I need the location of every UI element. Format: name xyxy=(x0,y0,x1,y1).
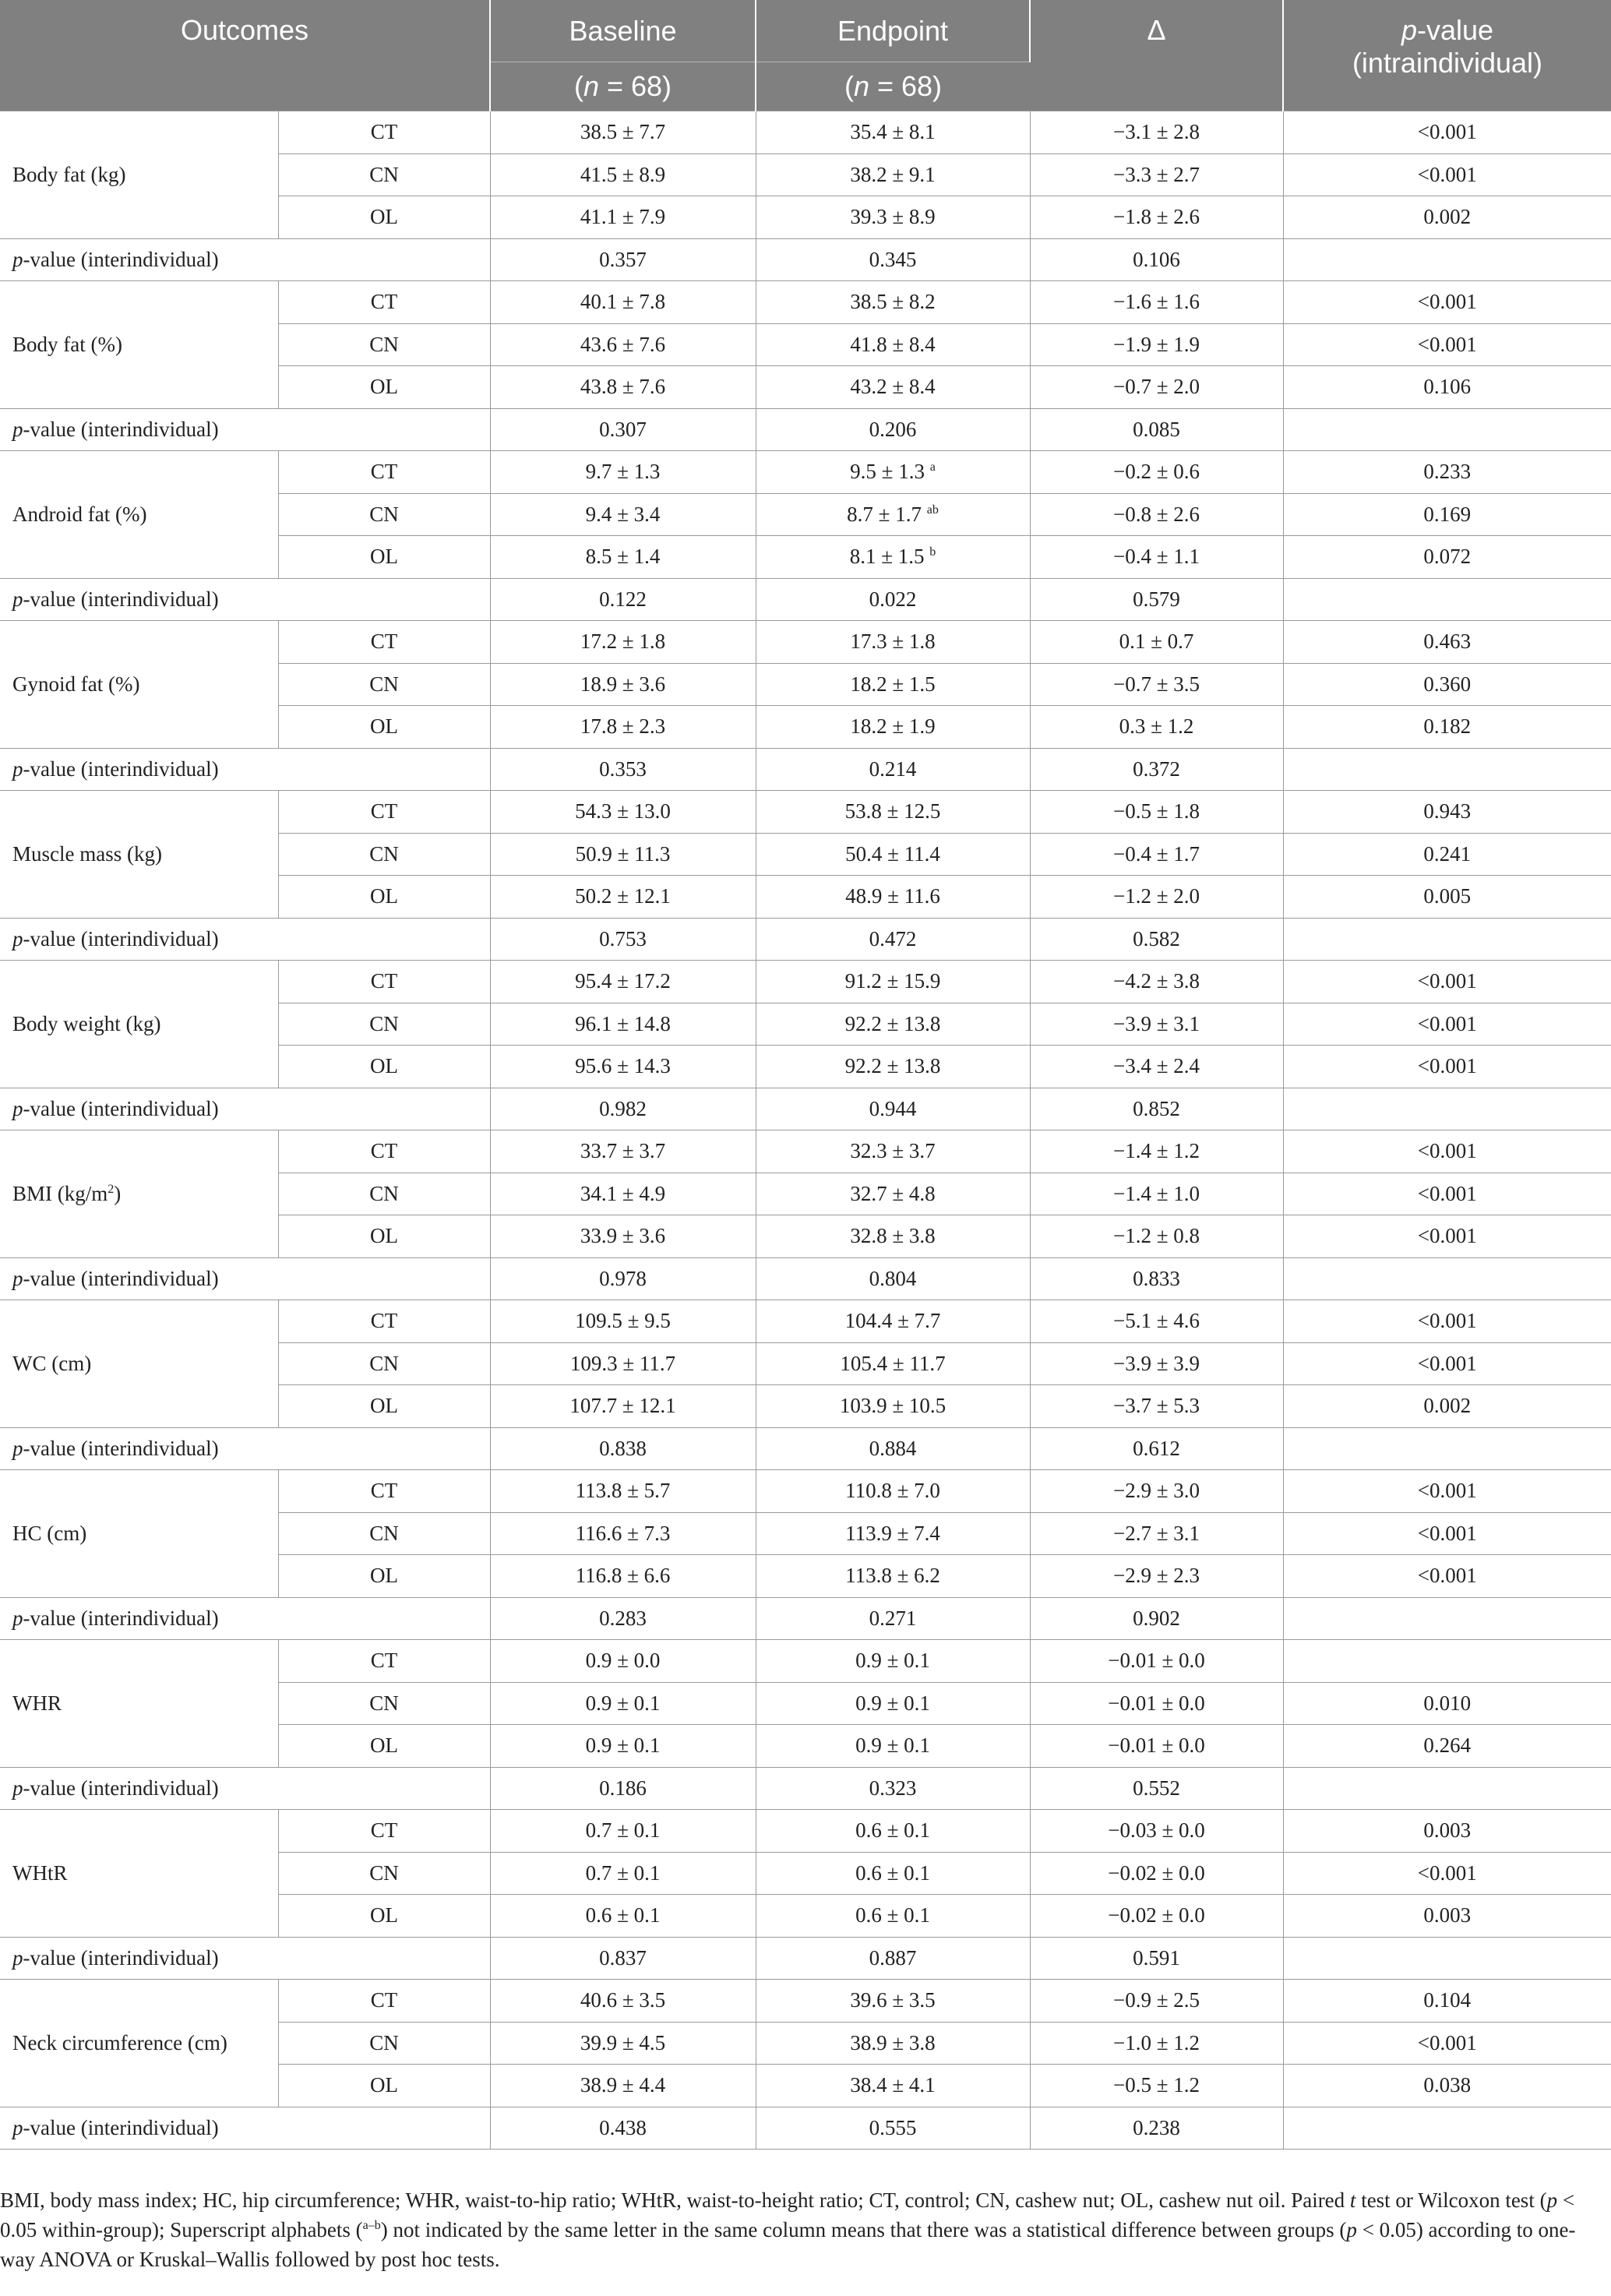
inter-baseline: 0.978 xyxy=(490,1257,756,1300)
baseline-value: 0.9 ± 0.0 xyxy=(490,1640,756,1683)
p-intraindividual: 0.264 xyxy=(1283,1725,1611,1768)
group-label: CN xyxy=(278,2022,490,2065)
outcome-name: Body weight (kg) xyxy=(0,961,278,1088)
inter-empty xyxy=(1283,408,1611,451)
endpoint-value: 43.2 ± 8.4 xyxy=(756,366,1030,409)
endpoint-value: 0.6 ± 0.1 xyxy=(756,1810,1030,1853)
group-label: OL xyxy=(278,1725,490,1768)
inter-endpoint: 0.555 xyxy=(756,2107,1030,2150)
delta-value: −0.5 ± 1.2 xyxy=(1030,2065,1283,2107)
endpoint-value: 38.5 ± 8.2 xyxy=(756,281,1030,324)
group-label: CN xyxy=(278,1852,490,1895)
endpoint-value: 38.9 ± 3.8 xyxy=(756,2022,1030,2065)
group-label: CT xyxy=(278,111,490,154)
p-intraindividual: 0.182 xyxy=(1283,706,1611,749)
baseline-value: 54.3 ± 13.0 xyxy=(490,791,756,834)
inter-endpoint: 0.345 xyxy=(756,238,1030,281)
group-label: CT xyxy=(278,1130,490,1173)
inter-endpoint: 0.271 xyxy=(756,1597,1030,1640)
p-intraindividual: 0.241 xyxy=(1283,833,1611,876)
interindividual-row xyxy=(0,1597,1611,1640)
interindividual-label: p-value (interindividual) xyxy=(0,238,490,281)
delta-value: −0.01 ± 0.0 xyxy=(1030,1725,1283,1768)
inter-baseline: 0.837 xyxy=(490,1937,756,1980)
group-label: CT xyxy=(278,1300,490,1343)
header-baseline-n: (n = 68) xyxy=(490,62,756,111)
p-intraindividual: <0.001 xyxy=(1283,1555,1611,1598)
delta-value: −0.01 ± 0.0 xyxy=(1030,1640,1283,1683)
interindividual-row xyxy=(0,1257,1611,1300)
table-row xyxy=(0,961,1611,1003)
endpoint-value: 8.7 ± 1.7 $^{ab}$ xyxy=(756,493,1030,536)
inter-baseline: 0.438 xyxy=(490,2107,756,2150)
interindividual-row xyxy=(0,918,1611,961)
inter-empty xyxy=(1283,748,1611,791)
header-endpoint: Endpoint xyxy=(756,0,1030,62)
inter-endpoint: 0.884 xyxy=(756,1427,1030,1470)
p-intraindividual: <0.001 xyxy=(1283,2022,1611,2065)
delta-value: −0.7 ± 3.5 xyxy=(1030,663,1283,706)
group-label: OL xyxy=(278,366,490,409)
inter-empty xyxy=(1283,1597,1611,1640)
p-intraindividual: 0.002 xyxy=(1283,1385,1611,1428)
inter-endpoint: 0.323 xyxy=(756,1767,1030,1810)
group-label: CN xyxy=(278,833,490,876)
inter-delta: 0.833 xyxy=(1030,1257,1283,1300)
baseline-value: 38.9 ± 4.4 xyxy=(490,2065,756,2107)
inter-empty xyxy=(1283,578,1611,621)
group-label: CT xyxy=(278,1470,490,1513)
endpoint-value: 38.2 ± 9.1 xyxy=(756,153,1030,196)
inter-baseline: 0.307 xyxy=(490,408,756,451)
baseline-value: 33.7 ± 3.7 xyxy=(490,1130,756,1173)
table-row xyxy=(0,1470,1611,1513)
baseline-value: 9.7 ± 1.3 xyxy=(490,451,756,494)
endpoint-value: 17.3 ± 1.8 xyxy=(756,621,1030,664)
table-row xyxy=(0,791,1611,834)
endpoint-value: 0.6 ± 0.1 xyxy=(756,1852,1030,1895)
outcome-name: WC (cm) xyxy=(0,1300,278,1428)
p-intraindividual: 0.360 xyxy=(1283,663,1611,706)
endpoint-value: 53.8 ± 12.5 xyxy=(756,791,1030,834)
endpoint-value: 104.4 ± 7.7 xyxy=(756,1300,1030,1343)
delta-value: −0.01 ± 0.0 xyxy=(1030,1682,1283,1725)
delta-value: −1.4 ± 1.0 xyxy=(1030,1173,1283,1215)
endpoint-value: 39.6 ± 3.5 xyxy=(756,1980,1030,2023)
group-label: CN xyxy=(278,323,490,366)
inter-delta: 0.852 xyxy=(1030,1088,1283,1130)
interindividual-label: p-value (interindividual) xyxy=(0,1597,490,1640)
p-intraindividual: <0.001 xyxy=(1283,1852,1611,1895)
p-intraindividual: <0.001 xyxy=(1283,961,1611,1003)
inter-endpoint: 0.472 xyxy=(756,918,1030,961)
table-row xyxy=(0,1130,1611,1173)
baseline-value: 95.4 ± 17.2 xyxy=(490,961,756,1003)
outcome-name: Gynoid fat (%) xyxy=(0,621,278,749)
delta-value: −5.1 ± 4.6 xyxy=(1030,1300,1283,1343)
baseline-value: 41.5 ± 8.9 xyxy=(490,153,756,196)
table-row xyxy=(0,1980,1611,2023)
group-label: CN xyxy=(278,153,490,196)
endpoint-value: 39.3 ± 8.9 xyxy=(756,196,1030,239)
baseline-value: 9.4 ± 3.4 xyxy=(490,493,756,536)
group-label: OL xyxy=(278,876,490,919)
inter-endpoint: 0.206 xyxy=(756,408,1030,451)
endpoint-value: 48.9 ± 11.6 xyxy=(756,876,1030,919)
p-intraindividual: 0.106 xyxy=(1283,366,1611,409)
delta-value: 0.3 ± 1.2 xyxy=(1030,706,1283,749)
delta-value: −0.03 ± 0.0 xyxy=(1030,1810,1283,1853)
p-intraindividual: 0.003 xyxy=(1283,1895,1611,1938)
interindividual-label: p-value (interindividual) xyxy=(0,1937,490,1980)
inter-delta: 0.238 xyxy=(1030,2107,1283,2150)
p-intraindividual: <0.001 xyxy=(1283,1512,1611,1555)
interindividual-row xyxy=(0,1427,1611,1470)
baseline-value: 40.6 ± 3.5 xyxy=(490,1980,756,2023)
delta-value: −3.1 ± 2.8 xyxy=(1030,111,1283,154)
endpoint-value: 32.7 ± 4.8 xyxy=(756,1173,1030,1215)
baseline-value: 113.8 ± 5.7 xyxy=(490,1470,756,1513)
group-label: OL xyxy=(278,536,490,579)
p-intraindividual: <0.001 xyxy=(1283,1470,1611,1513)
table-row xyxy=(0,1810,1611,1853)
interindividual-row xyxy=(0,1088,1611,1130)
endpoint-value: 41.8 ± 8.4 xyxy=(756,323,1030,366)
group-label: CT xyxy=(278,1640,490,1683)
inter-empty xyxy=(1283,1257,1611,1300)
table-row xyxy=(0,1300,1611,1343)
table-row xyxy=(0,281,1611,324)
outcome-name: WHR xyxy=(0,1640,278,1768)
delta-value: −3.9 ± 3.9 xyxy=(1030,1342,1283,1385)
inter-delta: 0.372 xyxy=(1030,748,1283,791)
p-intraindividual: 0.038 xyxy=(1283,2065,1611,2107)
table-row xyxy=(0,1640,1611,1683)
group-label: CN xyxy=(278,1512,490,1555)
table-footnote: BMI, body mass index; HC, hip circumference; WHR, waist-to-hip ratio; WHtR, waist-to-height ratio; CT, control; CN, cashew nut; OL, cashew nut oil. Paired t test or Wilcoxon test (p < 0.05 within-group); Superscript alphabets ($^{a-b}$) not indicated by the same letter in the same column means that there was a statistical difference between groups (p < 0.05) according to one-way ANOVA or Kruskal–Wallis followed by post hoc tests. xyxy=(0,2188,1576,2271)
outcome-name: WHtR xyxy=(0,1810,278,1938)
group-label: CN xyxy=(278,1003,490,1046)
group-label: CT xyxy=(278,281,490,324)
delta-value: −1.4 ± 1.2 xyxy=(1030,1130,1283,1173)
p-intraindividual: <0.001 xyxy=(1283,1300,1611,1343)
endpoint-value: 0.9 ± 0.1 xyxy=(756,1725,1030,1768)
outcome-name: Muscle mass (kg) xyxy=(0,791,278,919)
delta-value: −0.02 ± 0.0 xyxy=(1030,1895,1283,1938)
p-intraindividual: 0.072 xyxy=(1283,536,1611,579)
delta-value: −0.02 ± 0.0 xyxy=(1030,1852,1283,1895)
p-intraindividual: <0.001 xyxy=(1283,323,1611,366)
inter-delta: 0.085 xyxy=(1030,408,1283,451)
group-label: CN xyxy=(278,1682,490,1725)
header-outcomes: Outcomes xyxy=(0,0,490,111)
inter-empty xyxy=(1283,238,1611,281)
interindividual-row xyxy=(0,2107,1611,2150)
baseline-value: 0.7 ± 0.1 xyxy=(490,1810,756,1853)
delta-value: −1.9 ± 1.9 xyxy=(1030,323,1283,366)
baseline-value: 8.5 ± 1.4 xyxy=(490,536,756,579)
endpoint-value: 50.4 ± 11.4 xyxy=(756,833,1030,876)
outcome-name: BMI $(kg/m^2)$ xyxy=(0,1130,278,1258)
inter-delta: 0.591 xyxy=(1030,1937,1283,1980)
inter-delta: 0.106 xyxy=(1030,238,1283,281)
endpoint-value: 0.9 ± 0.1 xyxy=(756,1640,1030,1683)
inter-baseline: 0.186 xyxy=(490,1767,756,1810)
group-label: OL xyxy=(278,2065,490,2107)
interindividual-row xyxy=(0,1937,1611,1980)
group-label: OL xyxy=(278,706,490,749)
interindividual-label: p-value (interindividual) xyxy=(0,2107,490,2150)
header-baseline: Baseline xyxy=(490,0,756,62)
interindividual-label: p-value (interindividual) xyxy=(0,1767,490,1810)
baseline-value: 50.2 ± 12.1 xyxy=(490,876,756,919)
baseline-value: 17.8 ± 2.3 xyxy=(490,706,756,749)
baseline-value: 95.6 ± 14.3 xyxy=(490,1046,756,1088)
p-intraindividual: <0.001 xyxy=(1283,1215,1611,1258)
p-intraindividual: 0.233 xyxy=(1283,451,1611,494)
delta-value: 0.1 ± 0.7 xyxy=(1030,621,1283,664)
interindividual-row xyxy=(0,1767,1611,1810)
p-intraindividual: <0.001 xyxy=(1283,1342,1611,1385)
outcome-name: Android fat (%) xyxy=(0,451,278,579)
delta-value: −0.8 ± 2.6 xyxy=(1030,493,1283,536)
outcome-name: HC (cm) xyxy=(0,1470,278,1598)
inter-delta: 0.582 xyxy=(1030,918,1283,961)
delta-value: −4.2 ± 3.8 xyxy=(1030,961,1283,1003)
group-label: CT xyxy=(278,1980,490,2023)
baseline-value: 33.9 ± 3.6 xyxy=(490,1215,756,1258)
endpoint-value: 103.9 ± 10.5 xyxy=(756,1385,1030,1428)
endpoint-value: 113.8 ± 6.2 xyxy=(756,1555,1030,1598)
endpoint-value: 38.4 ± 4.1 xyxy=(756,2065,1030,2107)
baseline-value: 43.8 ± 7.6 xyxy=(490,366,756,409)
endpoint-value: 110.8 ± 7.0 xyxy=(756,1470,1030,1513)
group-label: CN xyxy=(278,663,490,706)
header-pvalue-intraindividual: p-value (intraindividual) xyxy=(1283,0,1611,111)
inter-empty xyxy=(1283,1937,1611,1980)
table-body xyxy=(0,111,1611,2150)
baseline-value: 34.1 ± 4.9 xyxy=(490,1173,756,1215)
interindividual-label: p-value (interindividual) xyxy=(0,918,490,961)
baseline-value: 116.6 ± 7.3 xyxy=(490,1512,756,1555)
delta-value: −0.4 ± 1.1 xyxy=(1030,536,1283,579)
baseline-value: 43.6 ± 7.6 xyxy=(490,323,756,366)
p-intraindividual: <0.001 xyxy=(1283,153,1611,196)
delta-value: −2.9 ± 2.3 xyxy=(1030,1555,1283,1598)
group-label: OL xyxy=(278,1895,490,1938)
inter-endpoint: 0.944 xyxy=(756,1088,1030,1130)
delta-value: −1.2 ± 0.8 xyxy=(1030,1215,1283,1258)
baseline-value: 0.6 ± 0.1 xyxy=(490,1895,756,1938)
endpoint-value: 0.6 ± 0.1 xyxy=(756,1895,1030,1938)
header-endpoint-n: (n = 68) xyxy=(756,62,1030,111)
group-label: OL xyxy=(278,1046,490,1088)
baseline-value: 109.3 ± 11.7 xyxy=(490,1342,756,1385)
endpoint-value: 0.9 ± 0.1 xyxy=(756,1682,1030,1725)
outcome-name: Body fat (kg) xyxy=(0,111,278,239)
delta-value: −3.4 ± 2.4 xyxy=(1030,1046,1283,1088)
baseline-value: 109.5 ± 9.5 xyxy=(490,1300,756,1343)
inter-baseline: 0.357 xyxy=(490,238,756,281)
endpoint-value: 18.2 ± 1.9 xyxy=(756,706,1030,749)
p-intraindividual: 0.005 xyxy=(1283,876,1611,919)
inter-baseline: 0.838 xyxy=(490,1427,756,1470)
baseline-value: 0.9 ± 0.1 xyxy=(490,1682,756,1725)
delta-value: −1.8 ± 2.6 xyxy=(1030,196,1283,239)
inter-endpoint: 0.022 xyxy=(756,578,1030,621)
inter-empty xyxy=(1283,1427,1611,1470)
baseline-value: 107.7 ± 12.1 xyxy=(490,1385,756,1428)
inter-baseline: 0.753 xyxy=(490,918,756,961)
interindividual-label: p-value (interindividual) xyxy=(0,1257,490,1300)
delta-value: −0.9 ± 2.5 xyxy=(1030,1980,1283,2023)
p-intraindividual xyxy=(1283,1640,1611,1683)
group-label: CN xyxy=(278,1173,490,1215)
group-label: CT xyxy=(278,961,490,1003)
interindividual-row xyxy=(0,748,1611,791)
delta-value: −3.3 ± 2.7 xyxy=(1030,153,1283,196)
delta-value: −0.7 ± 2.0 xyxy=(1030,366,1283,409)
interindividual-row xyxy=(0,238,1611,281)
inter-delta: 0.579 xyxy=(1030,578,1283,621)
group-label: OL xyxy=(278,196,490,239)
group-label: CN xyxy=(278,1342,490,1385)
p-intraindividual: <0.001 xyxy=(1283,111,1611,154)
group-label: CT xyxy=(278,451,490,494)
p-intraindividual: 0.169 xyxy=(1283,493,1611,536)
interindividual-label: p-value (interindividual) xyxy=(0,578,490,621)
inter-empty xyxy=(1283,1088,1611,1130)
interindividual-label: p-value (interindividual) xyxy=(0,1427,490,1470)
p-intraindividual: <0.001 xyxy=(1283,281,1611,324)
endpoint-value: 91.2 ± 15.9 xyxy=(756,961,1030,1003)
endpoint-value: 105.4 ± 11.7 xyxy=(756,1342,1030,1385)
endpoint-value: 8.1 ± 1.5 $^b$ xyxy=(756,536,1030,579)
interindividual-row xyxy=(0,578,1611,621)
interindividual-label: p-value (interindividual) xyxy=(0,1088,490,1130)
group-label: CT xyxy=(278,1810,490,1853)
interindividual-label: p-value (interindividual) xyxy=(0,748,490,791)
baseline-value: 40.1 ± 7.8 xyxy=(490,281,756,324)
p-intraindividual: <0.001 xyxy=(1283,1003,1611,1046)
p-intraindividual: 0.003 xyxy=(1283,1810,1611,1853)
outcome-name: Neck circumference (cm) xyxy=(0,1980,278,2107)
header-delta: Δ xyxy=(1030,0,1283,111)
baseline-value: 0.9 ± 0.1 xyxy=(490,1725,756,1768)
p-intraindividual: 0.010 xyxy=(1283,1682,1611,1725)
delta-value: −0.4 ± 1.7 xyxy=(1030,833,1283,876)
baseline-value: 116.8 ± 6.6 xyxy=(490,1555,756,1598)
baseline-value: 41.1 ± 7.9 xyxy=(490,196,756,239)
group-label: CT xyxy=(278,621,490,664)
inter-empty xyxy=(1283,2107,1611,2150)
baseline-value: 38.5 ± 7.7 xyxy=(490,111,756,154)
delta-value: −1.0 ± 1.2 xyxy=(1030,2022,1283,2065)
inter-baseline: 0.982 xyxy=(490,1088,756,1130)
inter-empty xyxy=(1283,918,1611,961)
delta-value: −1.6 ± 1.6 xyxy=(1030,281,1283,324)
table-row xyxy=(0,451,1611,494)
group-label: CT xyxy=(278,791,490,834)
table-row xyxy=(0,621,1611,664)
interindividual-label: p-value (interindividual) xyxy=(0,408,490,451)
endpoint-value: 92.2 ± 13.8 xyxy=(756,1003,1030,1046)
delta-value: −1.2 ± 2.0 xyxy=(1030,876,1283,919)
inter-delta: 0.612 xyxy=(1030,1427,1283,1470)
inter-empty xyxy=(1283,1767,1611,1810)
endpoint-value: 18.2 ± 1.5 xyxy=(756,663,1030,706)
p-intraindividual: <0.001 xyxy=(1283,1046,1611,1088)
inter-endpoint: 0.214 xyxy=(756,748,1030,791)
delta-value: −0.2 ± 0.6 xyxy=(1030,451,1283,494)
interindividual-row xyxy=(0,408,1611,451)
baseline-value: 96.1 ± 14.8 xyxy=(490,1003,756,1046)
p-intraindividual: <0.001 xyxy=(1283,1173,1611,1215)
endpoint-value: 32.8 ± 3.8 xyxy=(756,1215,1030,1258)
p-intraindividual: 0.104 xyxy=(1283,1980,1611,2023)
inter-baseline: 0.283 xyxy=(490,1597,756,1640)
inter-baseline: 0.353 xyxy=(490,748,756,791)
inter-delta: 0.902 xyxy=(1030,1597,1283,1640)
group-label: OL xyxy=(278,1385,490,1428)
baseline-value: 50.9 ± 11.3 xyxy=(490,833,756,876)
baseline-value: 0.7 ± 0.1 xyxy=(490,1852,756,1895)
baseline-value: 39.9 ± 4.5 xyxy=(490,2022,756,2065)
endpoint-value: 32.3 ± 3.7 xyxy=(756,1130,1030,1173)
inter-baseline: 0.122 xyxy=(490,578,756,621)
endpoint-value: 9.5 ± 1.3 $^a$ xyxy=(756,451,1030,494)
p-intraindividual: 0.463 xyxy=(1283,621,1611,664)
delta-value: −0.5 ± 1.8 xyxy=(1030,791,1283,834)
endpoint-value: 92.2 ± 13.8 xyxy=(756,1046,1030,1088)
endpoint-value: 113.9 ± 7.4 xyxy=(756,1512,1030,1555)
outcome-name: Body fat (%) xyxy=(0,281,278,409)
delta-value: −2.9 ± 3.0 xyxy=(1030,1470,1283,1513)
inter-endpoint: 0.887 xyxy=(756,1937,1030,1980)
delta-value: −3.9 ± 3.1 xyxy=(1030,1003,1283,1046)
baseline-value: 18.9 ± 3.6 xyxy=(490,663,756,706)
delta-value: −2.7 ± 3.1 xyxy=(1030,1512,1283,1555)
p-intraindividual: <0.001 xyxy=(1283,1130,1611,1173)
baseline-value: 17.2 ± 1.8 xyxy=(490,621,756,664)
group-label: OL xyxy=(278,1215,490,1258)
endpoint-value: 35.4 ± 8.1 xyxy=(756,111,1030,154)
inter-endpoint: 0.804 xyxy=(756,1257,1030,1300)
table-row xyxy=(0,111,1611,154)
table-header xyxy=(0,0,1611,111)
group-label: CN xyxy=(278,493,490,536)
p-intraindividual: 0.943 xyxy=(1283,791,1611,834)
inter-delta: 0.552 xyxy=(1030,1767,1283,1810)
group-label: OL xyxy=(278,1555,490,1598)
p-intraindividual: 0.002 xyxy=(1283,196,1611,239)
delta-value: −3.7 ± 5.3 xyxy=(1030,1385,1283,1428)
